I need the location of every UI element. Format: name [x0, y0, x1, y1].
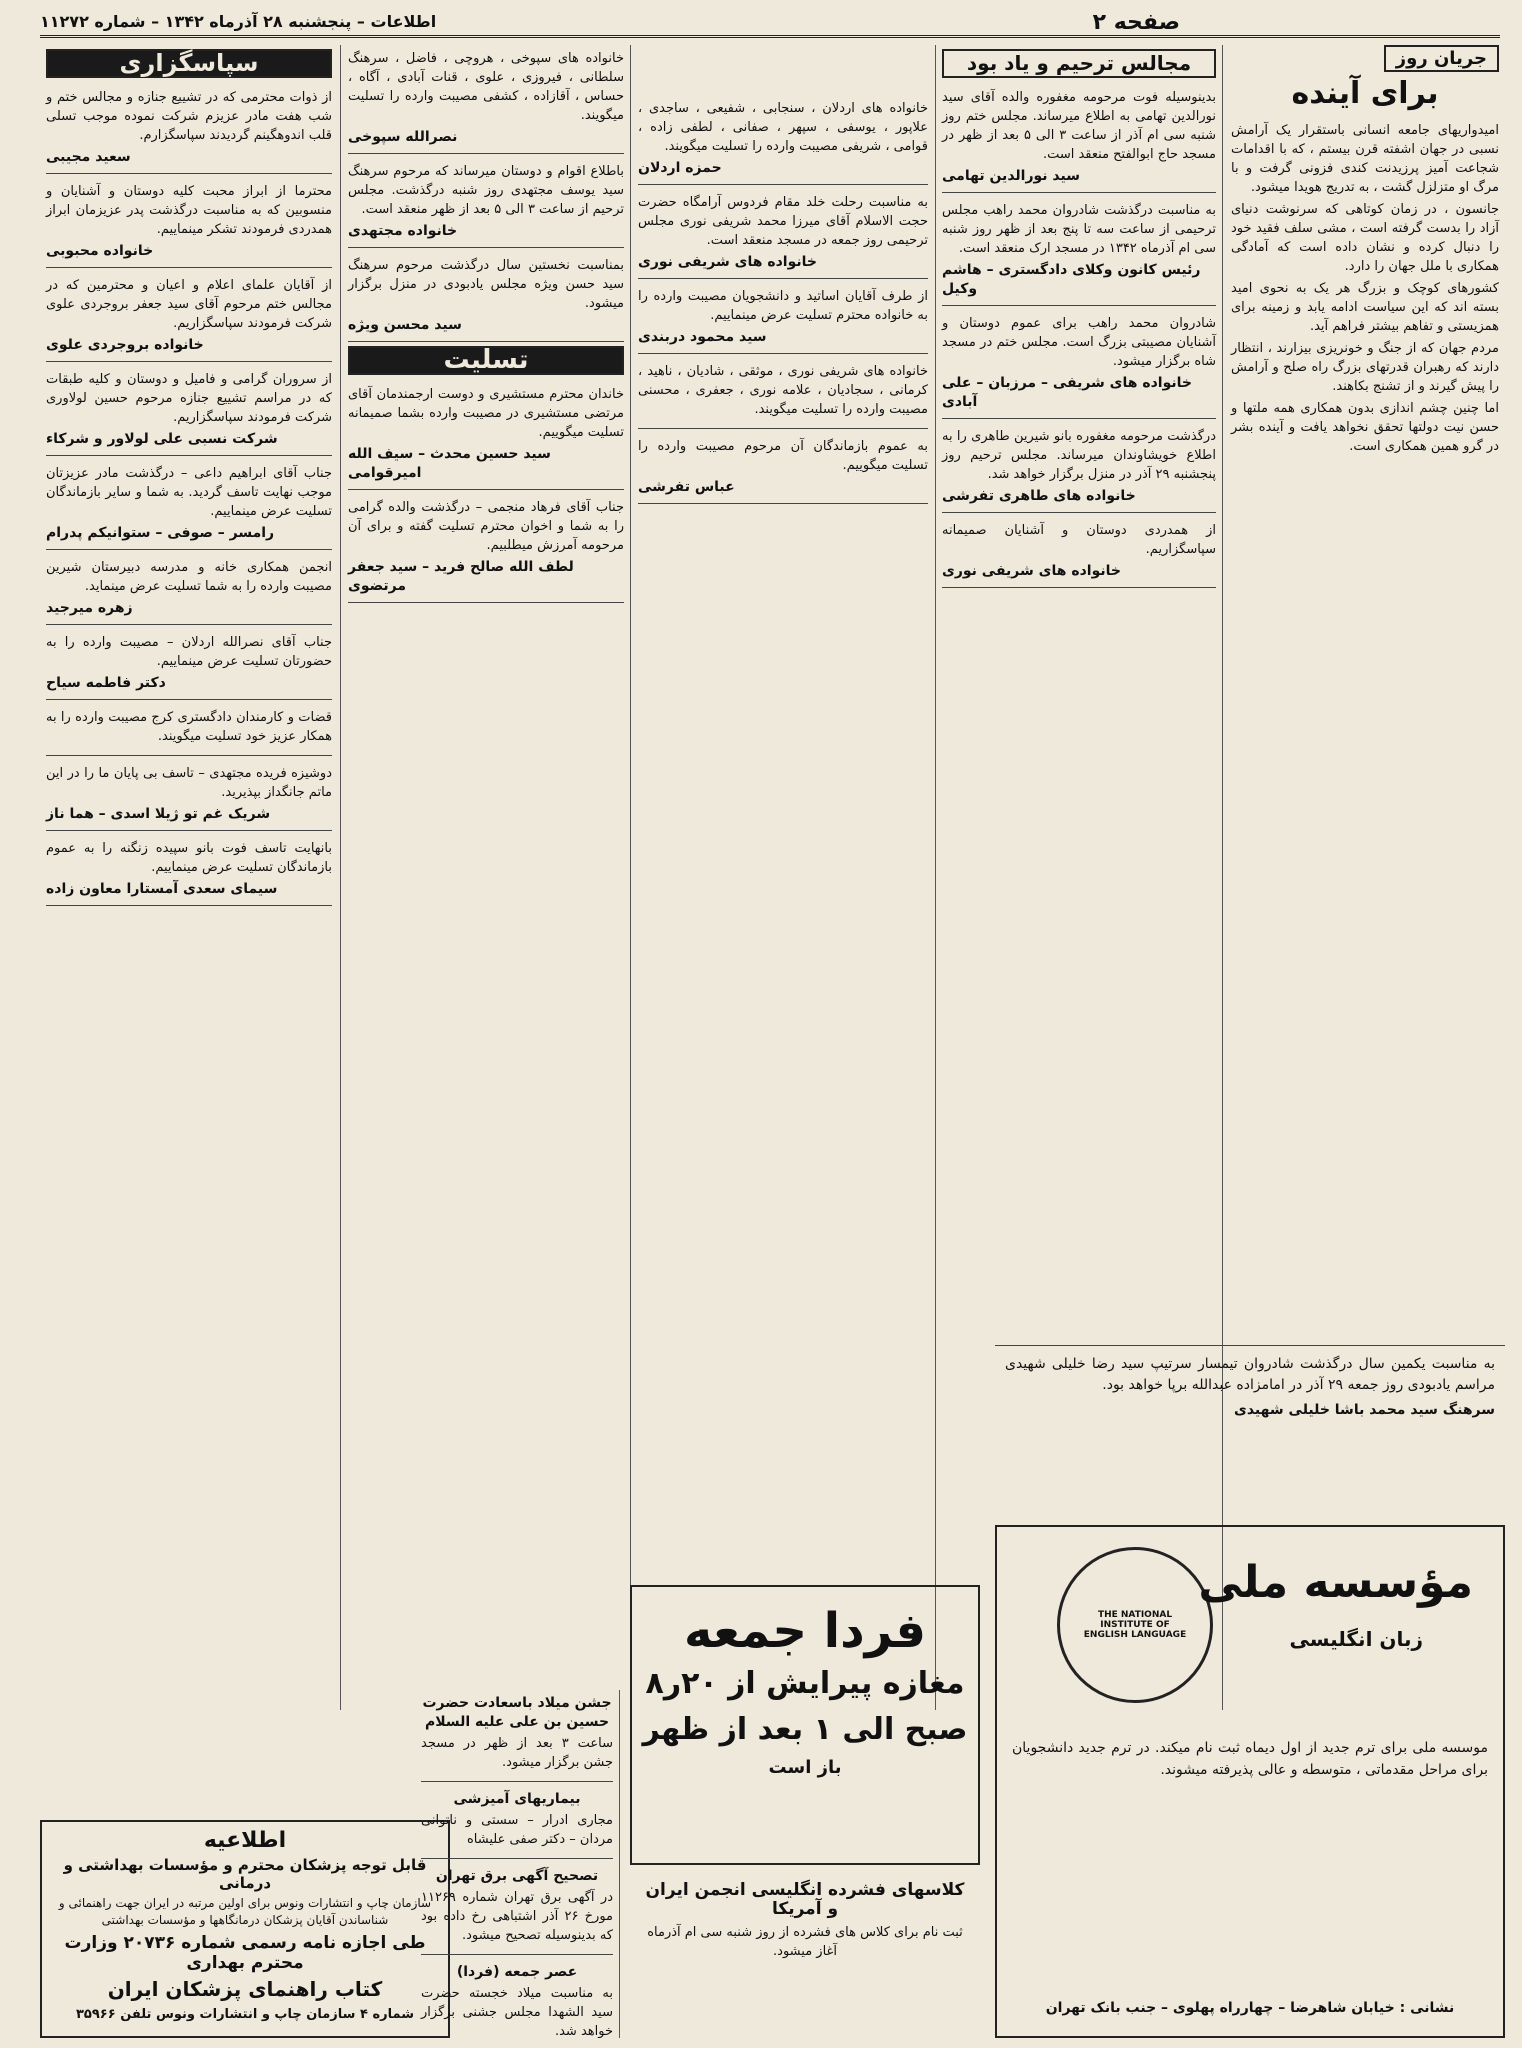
ad-highlight: طی اجازه نامه رسمی شماره ۲۰۷۳۶ وزارت محترم بهداری [64, 1933, 426, 1973]
column-small-ads [415, 1690, 620, 2038]
section-heading-condolence: تسلیت [348, 346, 624, 375]
notice-text: بمناسبت نخستین سال درگذشت مرحوم سرهنگ سید حسن ویژه مجلس یادبودی در منزل برگزار میشود. [348, 258, 624, 311]
anniversary-notice [995, 1345, 1505, 1520]
small-ad-title: تصحیح آگهی برق تهران [435, 1868, 599, 1884]
friday-ad-line: صبح الی ۱ بعد از ظهر [642, 1712, 968, 1747]
english-ad-text: ثبت نام برای کلاس های فشرده از روز شنبه سی ام آذرماه آغاز میشود. [647, 1925, 963, 1959]
notice [46, 835, 332, 906]
notice-signature: زهره میرجید [46, 600, 133, 616]
editorial-paragraph: مردم جهان که از جنگ و خونریزی بیزارند ، انتظار دارند که رهبران قدرتهای بزرگ راه صلح و آرامش را پیش گیرند و از تشنج بکاهند. [1231, 341, 1499, 394]
notice-text: به مناسبت درگذشت شادروان محمد راهب مجلس ترحیمی از ساعت سه تا پنج بعد از ظهر روز شنبه سی ام آذرماه ۱۳۴۲ در مسجد ارک منعقد است. [942, 203, 1216, 256]
column-thanks [40, 45, 338, 1380]
notice-text: بدینوسیله فوت مرحومه مغفوره والده آقای سید نورالدین تهامی به اطلاع میرساند. مجلس ختم روز شنبه سی ام آذر از ساعت ۳ الی ۵ بعد از ظهر در مسجد حاج ابوالفتح منعقد است. [942, 90, 1216, 162]
condolence-signature: لطف الله صالح فرید – سید جعفر مرتضوی [348, 559, 574, 594]
notice-text: خانواده های شریفی نوری ، موثقی ، شادیان ، ناهید ، کرمانی ، سجادیان ، علامه نوری ، جعفری ، محسنی مصیبت وارده را تسلیت میگویند. [638, 364, 928, 417]
section-heading-thanks: سپاسگزاری [46, 49, 332, 78]
condolence [348, 494, 624, 603]
notice [348, 158, 624, 248]
notice-signature: شریک غم تو ژیلا اسدی – هما ناز [46, 806, 271, 822]
editorial-paragraph: کشورهای کوچک و بزرگ هر یک به نحوی امید بسته اند که این سیاست ادامه یابد و زمینه برای همزیستی و تفاهم بیشتر فراهم آید. [1231, 281, 1499, 334]
notice-text: محترما از ابراز محبت کلیه دوستان و آشنایان و منسوبین که به مناسبت درگذشت پدر عزیزمان ابراز همدردی فرمودند تشکر مینماییم. [46, 184, 332, 237]
notice-signature: سید نورالدین تهامی [942, 168, 1080, 184]
notice-text: خانواده های اردلان ، سنجابی ، شفیعی ، ساجدی ، علاپور ، یوسفی ، سپهر ، صفانی ، لطفی زاده ، قوامی ، شریفی مصیبت وارده را تسلیت میگویند. [638, 101, 928, 154]
notice-signature: رئیس کانون وکلای دادگستری – هاشم وکیل [942, 262, 1201, 297]
notice-text: دوشیزه فریده مجتهدی – تاسف بی پایان ما را در این ماتم جانگداز بپذیرید. [46, 766, 332, 800]
notice-text: به عموم بازماندگان آن مرحوم مصیبت وارده را تسلیت میگوییم. [638, 439, 928, 473]
institute-subtitle: زبان انگلیسی [1289, 1627, 1423, 1651]
notice-text: باطلاع اقوام و دوستان میرساند که مرحوم سرهنگ سید یوسف مجتهدی روز شنبه درگذشت. مجلس ترحیم از ساعت ۳ الی ۵ بعد از ظهر منعقد است. [348, 164, 624, 217]
institute-seal-icon [1057, 1547, 1213, 1703]
notice [942, 84, 1216, 193]
notice [942, 423, 1216, 513]
editorial-paragraph: جانسون ، در زمان کوتاهی که سرنوشت دنیای آزاد را بدست گرفته است ، مشی سلف فقید خود را دنبال کرده و نشان داده است که آمادگی همکاری با ملل جهان را دارد. [1231, 202, 1499, 274]
notice [638, 433, 928, 504]
friday-salon-ad [630, 1585, 980, 1865]
ad-subtitle: قابل توجه پزشکان محترم و مؤسسات بهداشتی و درمانی [63, 1856, 427, 1892]
notice [942, 310, 1216, 419]
notice-text: از همدردی دوستان و آشنایان صمیمانه سپاسگزاریم. [942, 523, 1216, 557]
editorial-paragraph: امیدواریهای جامعه انسانی باستقرار یک آرامش نسبی در جهان اشفته قرن بیستم ، که با اقدامات شجاعت آمیز پرزیدنت کندی فزونی گرفت و با مرگ او متزلزل گشت ، به تدریج هویدا میشود. [1231, 123, 1499, 195]
small-ad-text: مجاری ادرار – سستی و ناتوانی مردان – دکتر صفی علیشاه [421, 1813, 613, 1847]
notice [46, 178, 332, 268]
small-ad-title: جشن میلاد باسعادت حضرت حسین بن علی علیه السلام [422, 1695, 612, 1730]
notice [46, 760, 332, 831]
institute-title: مؤسسه ملی [1198, 1557, 1473, 1608]
notice-signature: خانواده محبوبی [46, 243, 154, 259]
friday-ad-line: مغازه پیرایش از ۲۰ر۸ [645, 1666, 965, 1701]
notice-signature: خانواده های شریفی – مرزبان – علی آبادی [942, 375, 1192, 410]
notice [46, 272, 332, 362]
notice [638, 95, 928, 185]
condolence-signature: سید حسین محدث – سیف الله امیرقوامی [348, 446, 551, 481]
notice-signature: نصرالله سپوخی [348, 129, 458, 145]
column-editorial [1225, 45, 1505, 1380]
ad-footer: شماره ۴ سازمان چاپ و انتشارات ونوس تلفن ۳۵۹۶۶ [75, 2007, 414, 2022]
notice-text: خانواده های سپوخی ، هروچی ، فاضل ، سرهنگ سلطانی ، فیروزی ، علوی ، قنات آبادی ، آگاه ، حساس ، آقازاده ، کشفی مصیبت وارده را تسلیت میگویند. [348, 51, 624, 123]
ad-title: اطلاعیه [203, 1828, 287, 1853]
editorial-heading: برای آینده [1291, 76, 1439, 111]
institute-seal-text: THE NATIONAL INSTITUTE OF ENGLISH LANGUAGE [1083, 1610, 1187, 1640]
national-institute-ad [995, 1525, 1505, 2038]
condolence-text: جناب آقای فرهاد منجمی – درگذشت والده گرامی را به شما و اخوان محترم تسلیت گفته و برای آن مرحومه آمرزش میطلبیم. [348, 500, 624, 553]
small-ad [421, 1690, 613, 1782]
notice-signature: خانواده بروجردی علوی [46, 337, 204, 353]
institute-address: نشانی : خیابان شاهرضا – چهارراه پهلوی – جنب بانک تهران [1045, 2000, 1455, 2016]
column-memorials-2 [632, 95, 934, 1415]
medical-directory-ad [40, 1820, 450, 2038]
notice [46, 460, 332, 550]
notice [46, 366, 332, 456]
notice-text: جناب آقای ابراهیم داعی – درگذشت مادر عزیزتان موجب نهایت تاسف گردید. به شما و سایر بازماندگان تسلیت عرض مینماییم. [46, 466, 332, 519]
ad-body: سازمان چاپ و انتشارات ونوس برای اولین مرتبه در ایران جهت راهنمائی و شناساندن آقایان پزشکان درمانگاهها و مؤسسات بهداشتی [58, 1896, 432, 1927]
notice [46, 704, 332, 756]
small-ad [421, 1786, 613, 1859]
masthead [40, 10, 1500, 38]
notice-text: از ذوات محترمی که در تشییع جنازه و مجالس ختم و شب هفت مادر عزیزم شرکت نموده موجب تسلی قلب اندوهگینم گردیدند سپاسگزارم. [46, 90, 332, 143]
notice-signature: شرکت نسبی علی لولاور و شرکاء [46, 431, 278, 447]
notice-signature: خانواده های شریفی نوری [638, 254, 817, 270]
notice-signature: سید محمود دربندی [638, 329, 767, 345]
issue-info: اطلاعات – پنجشنبه ۲۸ آذرماه ۱۳۴۲ – شماره ۱۱۲۷۲ [40, 12, 437, 31]
friday-ad-line: باز است [768, 1757, 842, 1778]
small-ad [421, 1959, 613, 2038]
section-heading-memorials: مجالس ترحیم و یاد بود [942, 49, 1216, 78]
notice [638, 189, 928, 279]
notice-signature: سیمای سعدی آمستارا معاون زاده [46, 881, 278, 897]
column-condolences [342, 45, 630, 1710]
notice-text: به مناسبت رحلت خلد مقام فردوس آرامگاه حضرت حجت الاسلام آقای میرزا محمد شریفی نوری مجلس ترحیمی روز جمعه در مسجد منعقد است. [638, 195, 928, 248]
notice-text: از طرف آقایان اساتید و دانشجویان مصیبت وارده را به خانواده محترم تسلیت عرض مینماییم. [638, 289, 928, 323]
notice-signature: رامسر – صوفی – ستوانیکم پدرام [46, 525, 275, 541]
notice-text: انجمن همکاری خانه و مدرسه دبیرستان شیرین مصیبت وارده را به شما تسلیت عرض مینماید. [46, 560, 332, 594]
ad-highlight: کتاب راهنمای پزشکان ایران [107, 1977, 383, 2001]
notice-text: درگذشت مرحومه مغفوره بانو شیرین طاهری را به اطلاع خویشاوندان میرساند. مجلس ترحیم روز پنجشنبه ۲۹ آذر در منزل برگزار خواهد شد. [942, 429, 1216, 482]
notice-text: شادروان محمد راهب برای عموم دوستان و آشنایان مصیبتی بزرگ است. مجلس ختم در مسجد شاه برگزار میشود. [942, 316, 1216, 369]
notice [46, 629, 332, 700]
notice [46, 554, 332, 625]
column-divider [340, 45, 341, 1710]
notice-text: بانهایت تاسف فوت بانو سپیده زنگنه را به عموم بازماندگان تسلیت عرض مینماییم. [46, 841, 332, 875]
column-divider [630, 45, 631, 1710]
notice-signature: عباس تفرشی [638, 479, 735, 495]
notice [348, 45, 624, 154]
notice-text: جناب آقای نصرالله اردلان – مصیبت وارده را به حضورتان تسلیت عرض مینماییم. [46, 635, 332, 669]
friday-ad-title: فردا جمعه [683, 1603, 927, 1659]
notice-signature: خانواده های طاهری تفرشی [942, 488, 1136, 504]
notice [942, 197, 1216, 306]
english-ad-title: کلاسهای فشرده انگلیسی انجمن ایران و آمریکا [645, 1880, 965, 1919]
notice [348, 252, 624, 342]
notice-signature: خانواده مجتهدی [348, 223, 458, 239]
notice [942, 517, 1216, 588]
notice-text: از سروران گرامی و فامیل و دوستان و کلیه طبقات که در مراسم تشییع جنازه مرحوم حسین لولاوری شرکت فرمودند سپاسگزاریم. [46, 372, 332, 425]
notice-signature: خانواده های شریفی نوری [942, 563, 1121, 579]
editorial-paragraph: اما چنین چشم اندازی بدون همکاری همه ملتها و حسن نیت دولتها تحقق نخواهد یافت و آینده بشر در گرو همین همکاری است. [1231, 401, 1499, 454]
notice [638, 283, 928, 354]
condolence-text: خاندان محترم مستشیری و دوست ارجمندمان آقای مرتضی مستشیری در مصیبت وارده بشما صمیمانه تسلیت میگوییم. [348, 387, 624, 440]
notice [46, 84, 332, 174]
editorial-body [1231, 117, 1499, 465]
small-ad-title: بیماریهای آمیزشی [453, 1791, 581, 1807]
page-number: صفحه ۲ [1092, 10, 1180, 35]
notice-signature: سید محسن ویژه [348, 317, 462, 333]
small-ad-text: به مناسبت میلاد خجسته حضرت سید الشهدا مجلس جشنی برگزار خواهد شد. [421, 1986, 613, 2038]
notice [638, 358, 928, 429]
notice-text: قضات و کارمندان دادگستری کرج مصیبت وارده را به همکار عزیز خود تسلیت میگویند. [46, 710, 332, 744]
notice-signature: حمزه اردلان [638, 160, 722, 176]
anniversary-signature: سرهنگ سید محمد باشا خلیلی شهیدی [1234, 1402, 1495, 1418]
anniversary-text: به مناسبت یکمین سال درگذشت شادروان تیمسار سرتیپ سید رضا خلیلی شهیدی مراسم یادبودی روز جمعه ۲۹ آذر در امامزاده عبدالله برپا خواهد بود. [1005, 1356, 1495, 1393]
notice-text: از آقایان علمای اعلام و اعیان و محترمین که در مجالس ختم مرحوم آقای سید جعفر بروجردی علوی شرکت فرمودند سپاسگزاریم. [46, 278, 332, 331]
small-ad-title: عصر جمعه (فردا) [456, 1964, 578, 1980]
column-badge: جریان روز [1384, 45, 1499, 72]
small-ad-text: ساعت ۳ بعد از ظهر در مسجد جشن برگزار میشود. [421, 1736, 613, 1770]
institute-text: موسسه ملی برای ترم جدید از اول دیماه ثبت نام میکند. در ترم جدید دانشجویان برای مراحل مقدماتی ، متوسطه و عالی پذیرفته میشوند. [1012, 1740, 1488, 1778]
condolence [348, 381, 624, 490]
small-ad [421, 1863, 613, 1955]
english-classes-ad [630, 1875, 980, 2038]
notice-signature: دکتر فاطمه سیاح [46, 675, 166, 691]
notice-signature: سعید مجیبی [46, 149, 131, 165]
small-ad-text: در آگهی برق تهران شماره ۱۱۲۶۹ مورخ ۲۶ آذر اشتباهی رخ داده بود که بدینوسیله تصحیح میشود. [421, 1890, 614, 1943]
